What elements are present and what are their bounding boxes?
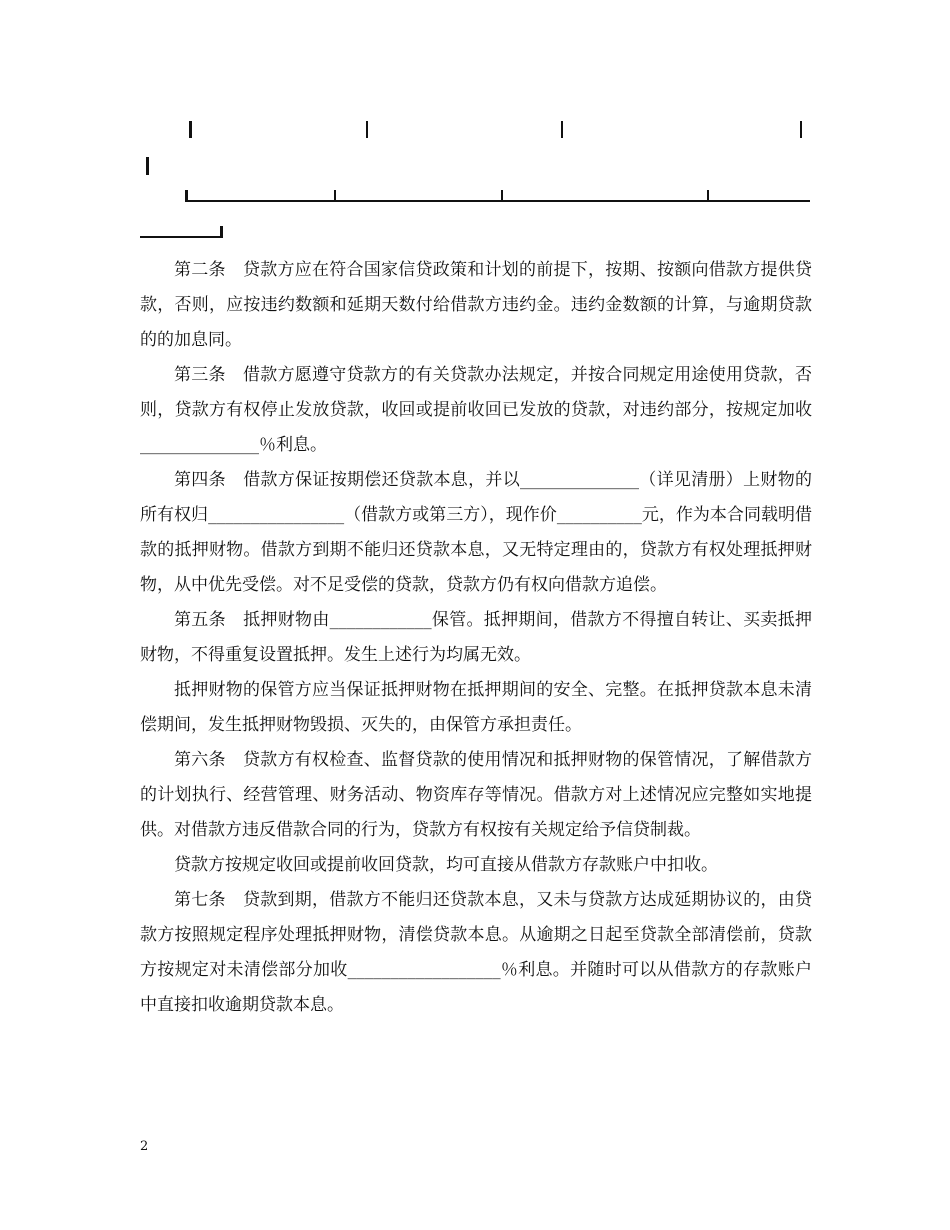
table-border-line [220, 226, 223, 238]
paragraph-text: 第四条 借款方保证按期偿还贷款本息，并以 [174, 470, 520, 490]
paragraph-text: 第三条 借款方愿遵守贷款方的有关贷款办法规定，并按合同规定用途使用贷款，否则，贷款方有权停止发放贷款，收回或提前收回已发放的贷款，对违约部分，按规定加收 [140, 365, 812, 420]
table-border-line [334, 190, 336, 201]
paragraph-text: 第七条 贷款到期，借款方不能归还贷款本息，又未与贷款方达成延期协议的，由贷款方按照规定程序处理抵押财物，清偿贷款本息。从逾期之日起至贷款全部清偿前，贷款方按规定对未清偿部分加收 [140, 890, 812, 980]
paragraph-art6 [140, 743, 812, 848]
paragraph-art5b [140, 673, 812, 743]
fill-in-blank: ____________ [329, 610, 432, 630]
paragraph-art2 [140, 253, 812, 358]
paragraph-art6b [140, 848, 812, 883]
contract-body [140, 253, 812, 1023]
paragraph-text: （借款方或第三方），现作价 [344, 505, 557, 525]
table-border-line [146, 157, 149, 175]
table-border-line [561, 121, 563, 138]
table-border-line [501, 190, 503, 201]
fill-in-blank: ______________ [140, 435, 259, 455]
paragraph-text: 保管。抵押期间，借款方不得擅自转让、买卖抵押财物，不得重复设置抵押。发生上述行为均属无效。 [140, 610, 813, 665]
paragraph-text: 抵押财物的保管方应当保证抵押财物在抵押期间的安全、完整。在抵押贷款本息未清偿期间，发生抵押财物毁损、灭失的，由保管方承担责任。 [140, 680, 812, 735]
paragraph-text: 第六条 贷款方有权检查、监督贷款的使用情况和抵押财物的保管情况，了解借款方的计划执行、经营管理、财务活动、物资库存等情况。借款方对上述情况应完整如实地提供。对借款方违反借款合同的行为，贷款方有权按有关规定给予信贷制裁。 [140, 750, 812, 840]
fill-in-blank: ______________ [520, 470, 639, 490]
paragraph-art5 [140, 603, 812, 673]
table-border-line [189, 121, 192, 138]
paragraph-text: 元，作为本合同载明借款的抵押财物。借款方到期不能归还贷款本息，又无特定理由的，贷款方有权处理抵押财物，从中优先受偿。对不足受偿的贷款，贷款方仍有权向借款方追偿。 [140, 505, 813, 595]
paragraph-text: （详见清册）上财物的所有权归 [140, 470, 812, 525]
fill-in-blank: ________________ [208, 505, 345, 525]
fill-in-blank: __________________ [347, 960, 501, 980]
paragraph-text: 第二条 贷款方应在符合国家信贷政策和计划的前提下，按期、按额向借款方提供贷款，否则，应按违约数额和延期天数付给借款方违约金。违约金数额的计算，与逾期贷款的的加息同。 [140, 260, 812, 350]
table-border-line [185, 200, 810, 202]
table-border-line [366, 121, 368, 138]
paragraph-text: ％利息。 [259, 435, 327, 455]
paragraph-art3 [140, 358, 812, 463]
paragraph-text: 第五条 抵押财物由 [174, 610, 330, 630]
fill-in-blank: __________ [556, 505, 642, 525]
table-border-line [707, 190, 709, 201]
paragraph-art7 [140, 883, 812, 1023]
paragraph-text: 贷款方按规定收回或提前收回贷款，均可直接从借款方存款账户中扣收。 [174, 855, 718, 875]
table-border-line [140, 236, 223, 238]
paragraph-art4 [140, 463, 812, 603]
page-number: 2 [140, 1139, 149, 1154]
paragraph-text: ％利息。并随时可以从借款方的存款账户中直接扣收逾期贷款本息。 [140, 960, 813, 1015]
table-border-line [800, 121, 802, 138]
